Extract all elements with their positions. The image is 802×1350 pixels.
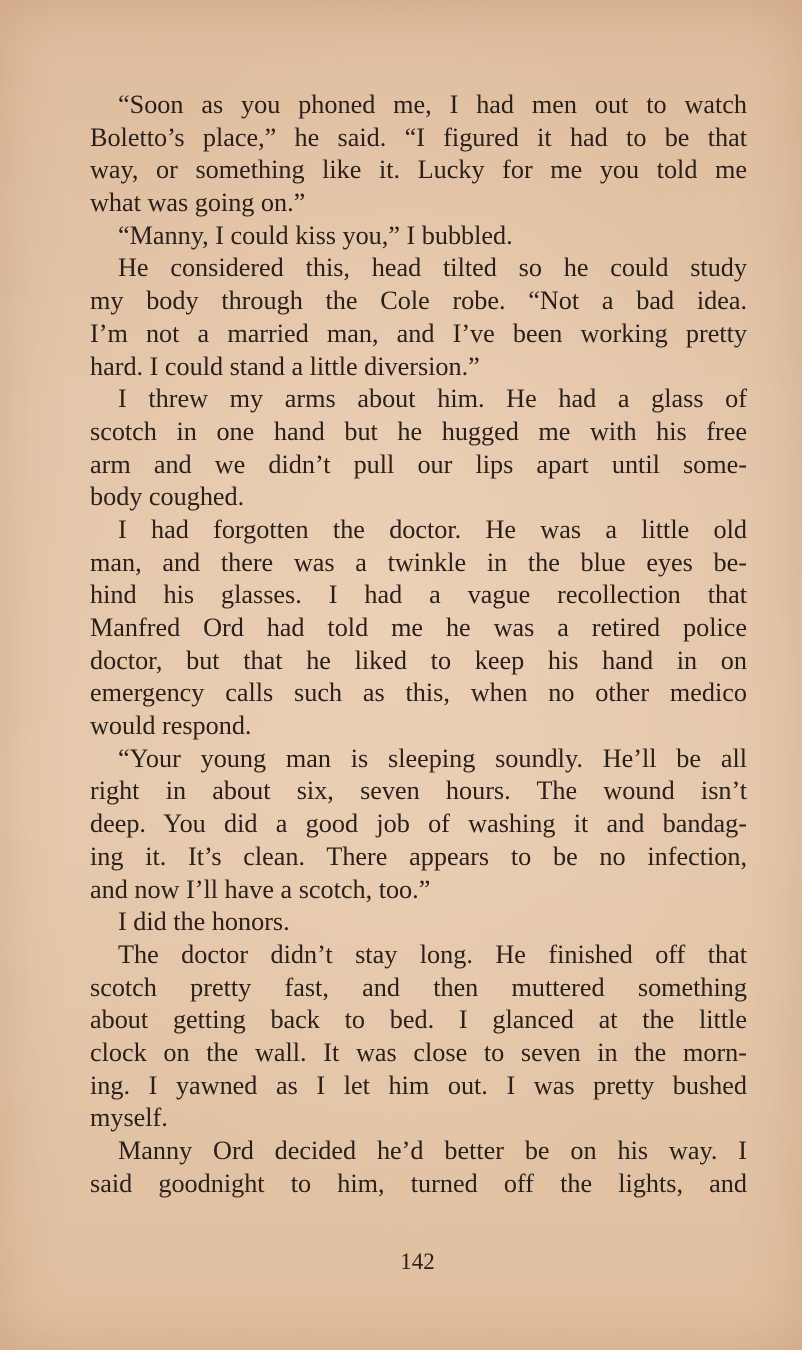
text-line: about getting back to bed. I glanced at the little [90, 1005, 747, 1035]
text-line: clock on the wall. It was close to seven in the morn- [90, 1037, 747, 1067]
text-line: “Your young man is sleeping soundly. He’ll be all [118, 743, 747, 773]
text-line: body coughed. [90, 482, 245, 512]
text-line: ing. I yawned as I let him out. I was pretty bushed [90, 1070, 747, 1100]
text-line: arm and we didn’t pull our lips apart until some- [90, 449, 747, 479]
text-line: scotch in one hand but he hugged me with his free [90, 416, 747, 446]
page-number: 142 [400, 1249, 435, 1274]
text-line: hind his glasses. I had a vague recollection that [90, 580, 747, 610]
text-line: my body through the Cole robe. “Not a bad idea. [90, 286, 747, 316]
text-line: and now I’ll have a scotch, too.” [90, 874, 431, 904]
text-line: doctor, but that he liked to keep his hand in on [90, 645, 747, 675]
text-line: what was going on.” [90, 188, 306, 218]
text-line: right in about six, seven hours. The wound isn’t [90, 776, 747, 806]
body-text [90, 89, 747, 1200]
text-line: I did the honors. [118, 907, 290, 937]
text-line: “Soon as you phoned me, I had men out to watch [118, 90, 747, 119]
text-line: ing it. It’s clean. There appears to be no infection, [90, 841, 747, 871]
text-line: He considered this, head tilted so he could study [118, 253, 747, 283]
text-line: “Manny, I could kiss you,” I bubbled. [118, 220, 513, 250]
text-line: would respond. [90, 711, 252, 741]
text-line: man, and there was a twinkle in the blue eyes be- [90, 547, 747, 577]
text-line: said goodnight to him, turned off the lights, and [90, 1168, 747, 1198]
text-line: myself. [90, 1103, 168, 1133]
text-line: hard. I could stand a little diversion.” [90, 351, 480, 381]
text-line: The doctor didn’t stay long. He finished off that [118, 939, 747, 969]
text-line: I had forgotten the doctor. He was a little old [118, 514, 747, 544]
text-line: Manfred Ord had told me he was a retired police [90, 613, 747, 642]
text-line: I threw my arms about him. He had a glass of [118, 384, 747, 414]
text-line: emergency calls such as this, when no other medico [90, 678, 747, 708]
text-line: I’m not a married man, and I’ve been working pretty [90, 318, 747, 348]
text-line: way, or something like it. Lucky for me you told me [90, 155, 747, 185]
text-line: scotch pretty fast, and then muttered something [90, 972, 747, 1002]
text-line: deep. You did a good job of washing it and bandag- [90, 809, 747, 839]
text-line: Boletto’s place,” he said. “I figured it had to be that [90, 122, 747, 152]
text-line: Manny Ord decided he’d better be on his way. I [118, 1136, 747, 1165]
